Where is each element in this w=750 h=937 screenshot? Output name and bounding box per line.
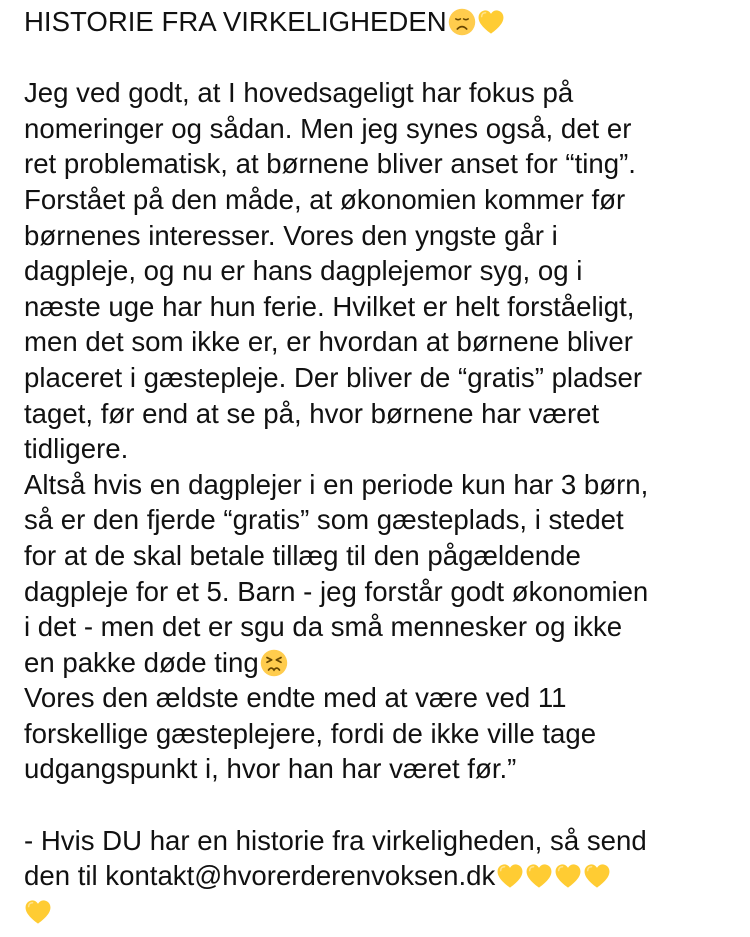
story-line: tidligere. [24, 433, 129, 465]
story-line: forskellige gæsteplejere, fordi de ikke ville tage [24, 717, 597, 749]
yellow-heart-icon [24, 898, 52, 926]
yellow-heart-icon [525, 862, 553, 890]
disappointed-face-icon [448, 8, 476, 36]
story-line: i det - men det er sgu da små mennesker og ikke [24, 611, 623, 643]
story-line: ret problematisk, at børnene bliver anset for “ting”. [24, 148, 636, 180]
story-line: Vores den ældste endte med at være ved 11 [24, 682, 567, 714]
story-line: børnenes interesser. Vores den yngste går i [24, 219, 558, 251]
story-line: en pakke døde ting [24, 646, 259, 678]
yellow-heart-icon [583, 862, 611, 890]
story-line: Forstået på den måde, at økonomien kommer før [24, 183, 626, 215]
spacer [24, 787, 734, 823]
story-line: så er den fjerde “gratis” som gæsteplads, i stedet [24, 504, 624, 536]
story-line: men det som ikke er, er hvordan at børnene bliver [24, 326, 633, 358]
yellow-heart-icon [496, 862, 524, 890]
story-line: udgangspunkt i, hvor han har været før.” [24, 753, 517, 785]
story-line: placeret i gæstepleje. Der bliver de “gratis” pladser [24, 361, 643, 393]
yellow-heart-icon [554, 862, 582, 890]
post-title-line [24, 4, 734, 40]
cta-hearts-overflow [24, 894, 734, 930]
cta-email-line: den til kontakt@hvorerderenvoksen.dk [24, 860, 496, 892]
cta-line-with-hearts [24, 858, 734, 894]
post-title: HISTORIE FRA VIRKELIGHEDEN [24, 6, 447, 37]
story-line: næste uge har hun ferie. Hvilket er helt forståeligt, [24, 290, 635, 322]
story-line: for at de skal betale tillæg til den pågældende [24, 539, 581, 571]
spacer [24, 40, 734, 76]
story-line: nomeringer og sådan. Men jeg synes også, det er [24, 112, 632, 144]
yellow-heart-icon [477, 8, 505, 36]
story-line-with-emoji [24, 645, 734, 681]
story-line: dagpleje, og nu er hans dagplejemor syg, og i [24, 255, 583, 287]
persevering-face-icon [260, 649, 288, 677]
cta-line: - Hvis DU har en historie fra virkeligheden, så send [24, 824, 647, 856]
story-line: dagpleje for et 5. Barn - jeg forstår godt økonomien [24, 575, 649, 607]
story-line: Jeg ved godt, at I hovedsageligt har fokus på [24, 77, 574, 109]
story-line: Altså hvis en dagplejer i en periode kun har 3 børn, [24, 468, 649, 500]
story-post [24, 0, 734, 929]
story-line: taget, før end at se på, hvor børnene har været [24, 397, 600, 429]
